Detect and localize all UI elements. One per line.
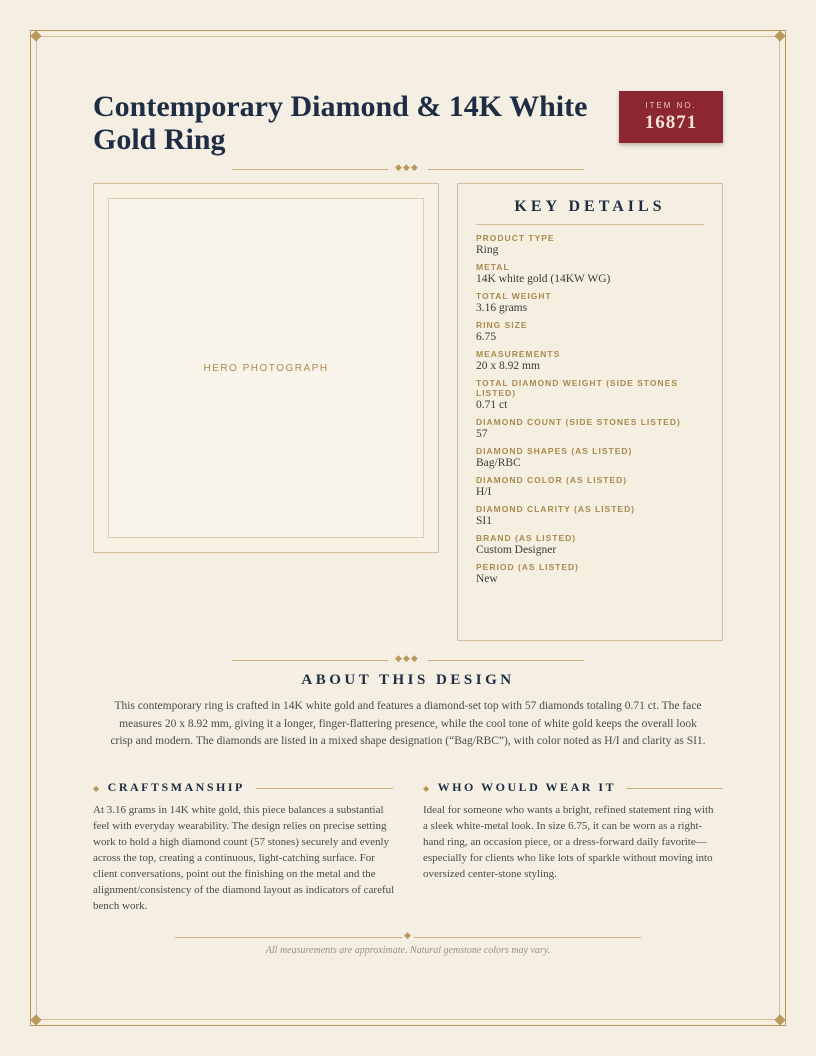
item-number-label: ITEM NO.	[645, 101, 697, 110]
detail-label: PRODUCT TYPE	[476, 233, 555, 243]
detail-total-diamond-weight	[476, 378, 704, 412]
detail-diamond-shapes	[476, 446, 704, 470]
detail-label: DIAMOND COUNT (SIDE STONES LISTED)	[476, 417, 681, 427]
detail-label: MEASUREMENTS	[476, 349, 561, 359]
detail-diamond-count	[476, 417, 704, 441]
craftsmanship-rule	[256, 788, 393, 789]
diamond-ornament-icon: ◆◆◆	[395, 654, 419, 664]
detail-diamond-color	[476, 475, 704, 499]
detail-value: Ring	[476, 244, 499, 256]
title-divider-right	[428, 169, 584, 170]
detail-label: DIAMOND CLARITY (AS LISTED)	[476, 504, 636, 514]
hero-image-placeholder	[108, 198, 424, 538]
detail-value: New	[476, 573, 498, 585]
wearer-body: Ideal for someone who wants a bright, refined statement ring with a sleek white-metal look. In size 6.75, it can be worn as a right-hand ring, an occasion piece, or a dress-forward daily favorite—especially for clients who like lots of sparkle without moving into oversized center-stone styling.	[423, 804, 714, 880]
footer-divider-left	[175, 937, 402, 938]
hero-label: HERO PHOTOGRAPH	[203, 362, 329, 374]
about-title: ABOUT THIS DESIGN	[301, 672, 515, 688]
detail-value: 6.75	[476, 331, 497, 343]
detail-value: H/I	[476, 486, 492, 498]
footer-divider-right	[414, 937, 641, 938]
detail-label: PERIOD (AS LISTED)	[476, 562, 580, 572]
detail-label: TOTAL DIAMOND WEIGHT (SIDE STONES LISTED)	[476, 378, 678, 398]
detail-label: TOTAL WEIGHT	[476, 291, 552, 301]
detail-brand	[476, 533, 704, 557]
hero-image-frame	[93, 183, 439, 553]
detail-value: SI1	[476, 515, 492, 527]
detail-value: 14K white gold (14KW WG)	[476, 273, 611, 285]
key-details-title: KEY DETAILS	[476, 198, 704, 225]
item-number-badge	[619, 91, 723, 143]
title-divider-left	[232, 169, 388, 170]
diamond-ornament-icon: ◆	[404, 931, 412, 941]
about-body: This contemporary ring is crafted in 14K white gold and features a diamond-set top with 57 diamonds totaling 0.71 ct. The face measures 20 x 8.92 mm, giving it a longer, finger-flattering presence, while the cool tone of white gold keeps the overall look crisp and modern. The diamonds are listed in a mixed shape designation (“Bag/RBC”), with color noted as H/I and clarity as SI1.	[110, 700, 706, 747]
detail-label: METAL	[476, 262, 510, 272]
footer-note: All measurements are approximate. Natural gemstone colors may vary.	[265, 945, 551, 956]
key-details-panel	[457, 183, 723, 641]
craftsmanship-body: At 3.16 grams in 14K white gold, this piece balances a substantial feel with everyday wearability. The design relies on precise setting work to hold a high diamond count (57 stones) securely and evenly across the top, creating a continuous, light-catching surface. For client conversations, point out the finishing on the metal and the alignment/consistency of the diamond layout as indicators of careful bench work.	[93, 804, 395, 912]
wearer-heading	[423, 780, 616, 795]
craftsmanship-title: CRAFTSMANSHIP	[107, 780, 245, 794]
about-divider-left	[232, 660, 388, 661]
detail-measurements	[476, 349, 704, 373]
detail-value: 0.71 ct	[476, 399, 508, 411]
detail-metal	[476, 262, 704, 286]
diamond-ornament-icon: ◆◆◆	[395, 163, 419, 173]
detail-value: Bag/RBC	[476, 457, 521, 469]
about-divider-right	[428, 660, 584, 661]
detail-value: 57	[476, 428, 488, 440]
detail-label: RING SIZE	[476, 320, 528, 330]
detail-diamond-clarity	[476, 504, 704, 528]
diamond-bullet-icon: ◆	[93, 784, 102, 793]
detail-period	[476, 562, 704, 586]
wearer-rule	[626, 788, 723, 789]
detail-ring-size	[476, 320, 704, 344]
detail-value: Custom Designer	[476, 544, 557, 556]
detail-total-weight	[476, 291, 704, 315]
page-title: Contemporary Diamond & 14K White Gold Ring	[93, 90, 588, 156]
detail-value: 20 x 8.92 mm	[476, 360, 540, 372]
detail-value: 3.16 grams	[476, 302, 528, 314]
detail-product-type	[476, 233, 704, 257]
wearer-title: WHO WOULD WEAR IT	[437, 780, 617, 794]
detail-label: DIAMOND COLOR (AS LISTED)	[476, 475, 628, 485]
detail-label: DIAMOND SHAPES (AS LISTED)	[476, 446, 633, 456]
detail-label: BRAND (AS LISTED)	[476, 533, 577, 543]
item-number-value: 16871	[644, 112, 698, 133]
craftsmanship-heading	[93, 780, 245, 795]
diamond-bullet-icon: ◆	[423, 784, 432, 793]
